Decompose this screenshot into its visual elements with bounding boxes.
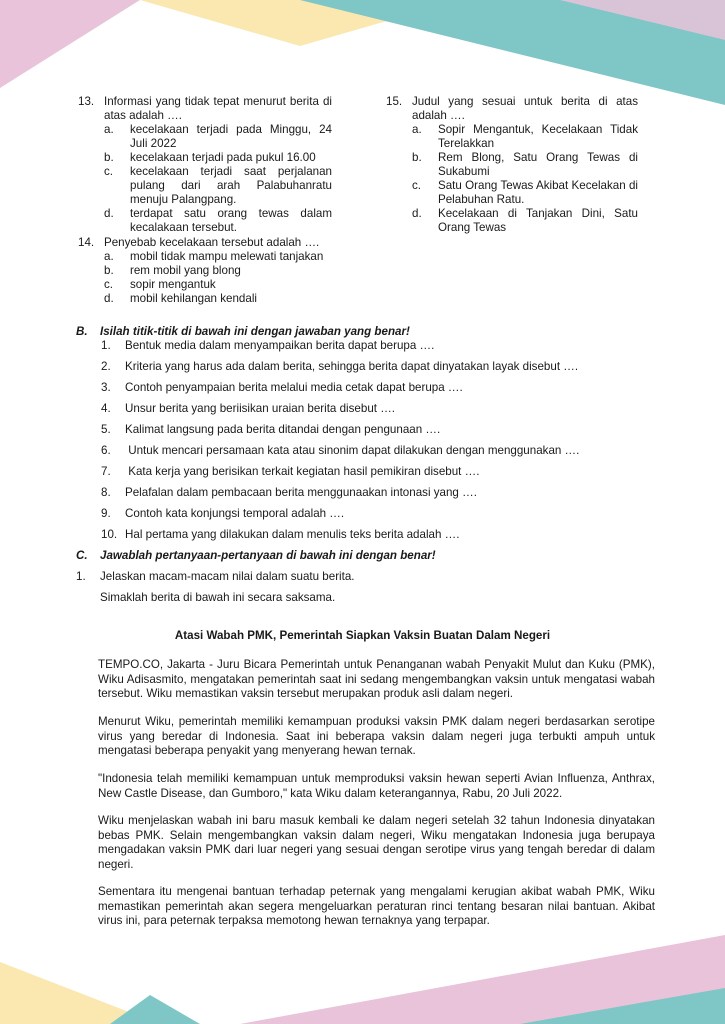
q14-option-b-letter: b. bbox=[104, 264, 114, 277]
news-paragraph-4: Wiku menjelaskan wabah ini baru masuk kembali ke dalam negeri setelah 32 tahun Indonesia dinyatakan bebas PMK. Selain mengembangkan vaksin dalam negeri, Wiku mengatakan Indonesia juga berupaya mengadakan vaksin PMK dari luar negeri yang sesuai dengan serotipe virus yang tengah beredar di dalam negeri. bbox=[98, 814, 655, 871]
fill-item: 8. Pelafalan dalam pembacaan berita menggunaakan intonasi yang …. bbox=[101, 486, 477, 499]
q13-option-b-letter: b. bbox=[104, 151, 114, 164]
q15-option-d: Kecelakaan di Tanjakan Dini, Satu Orang Tewas bbox=[438, 207, 638, 234]
fill-item: 10. Hal pertama yang dilakukan dalam menulis teks berita adalah …. bbox=[101, 528, 460, 541]
news-paragraph-3: "Indonesia telah memiliki kemampuan untuk memproduksi vaksin hewan seperti Avian Influenza, Anthrax, New Castle Disease, dan Gumboro," kata Wiku dalam keterangannya, Rabu, 20 Juli 2022. bbox=[98, 772, 655, 800]
section-c-title: Jawablah pertanyaan-pertanyaan di bawah ini dengan benar! bbox=[100, 549, 436, 562]
news-paragraph-1: TEMPO.CO, Jakarta - Juru Bicara Pemerintah untuk Penanganan wabah Penyakit Mulut dan Kuku (PMK), Wiku Adisasmito, mengatakan pemerintah saat ini sedang mengembangkan vaksin untuk mengatasi wabah tersebut. Wiku memastikan vaksin tersebut merupakan produk asli dalam negeri. bbox=[98, 658, 655, 700]
q13-option-c-letter: c. bbox=[104, 165, 114, 178]
q14-option-a-letter: a. bbox=[104, 250, 114, 263]
q14-option-d: mobil kehilangan kendali bbox=[130, 292, 257, 305]
q15-option-c-letter: c. bbox=[412, 179, 422, 192]
q13-number: 13. bbox=[78, 95, 95, 108]
q13-option-a: kecelakaan terjadi pada Minggu, 24 Juli 2022 bbox=[130, 123, 332, 150]
q14-option-c-letter: c. bbox=[104, 278, 114, 291]
listening-instruction: Simaklah berita di bawah ini secara saksama. bbox=[100, 591, 336, 604]
q15-option-b-letter: b. bbox=[412, 151, 422, 164]
q14-option-b: rem mobil yang blong bbox=[130, 264, 241, 277]
q15-option-a: Sopir Mengantuk, Kecelakaan Tidak Terelakkan bbox=[438, 123, 638, 150]
q14-number: 14. bbox=[78, 236, 95, 249]
q14-option-d-letter: d. bbox=[104, 292, 114, 305]
news-paragraph-2: Menurut Wiku, pemerintah memiliki kemampuan produksi vaksin PMK dalam negeri berdasarkan serotipe virus yang beredar di Indonesia. Saat ini beberapa vaksin dalam negeri juga terbukti ampuh untuk mengatasi beberapa penyakit yang menyerang hewan ternak. bbox=[98, 715, 655, 757]
q15-option-d-letter: d. bbox=[412, 207, 422, 220]
bottom-left-teal-shape bbox=[110, 995, 200, 1024]
q13-option-b: kecelakaan terjadi pada pukul 16.00 bbox=[130, 151, 316, 164]
q13-option-d: terdapat satu orang tewas dalam kecalakaan tersebut. bbox=[130, 207, 332, 234]
q13-stem: Informasi yang tidak tepat menurut berita di atas adalah …. bbox=[104, 95, 332, 122]
q15-option-b: Rem Blong, Satu Orang Tewas di Sukabumi bbox=[438, 151, 638, 178]
q14-option-a: mobil tidak mampu melewati tanjakan bbox=[130, 250, 324, 263]
fill-item: 5. Kalimat langsung pada berita ditandai dengan pengunaan …. bbox=[101, 423, 441, 436]
fill-item: 9. Contoh kata konjungsi temporal adalah …. bbox=[101, 507, 345, 520]
section-b-letter: B. bbox=[76, 325, 88, 338]
q13-option-a-letter: a. bbox=[104, 123, 114, 136]
news-title: Atasi Wabah PMK, Pemerintah Siapkan Vaksin Buatan Dalam Negeri bbox=[174, 629, 551, 642]
q15-option-a-letter: a. bbox=[412, 123, 422, 136]
q13-option-c: kecelakaan terjadi saat perjalanan pulang dari arah Palabuhanratu menuju Palangpang. bbox=[130, 165, 332, 206]
q14-stem: Penyebab kecelakaan tersebut adalah …. bbox=[104, 236, 320, 249]
top-left-pink-shape bbox=[0, 0, 140, 88]
q13-option-d-letter: d. bbox=[104, 207, 114, 220]
fill-item: 7. Kata kerja yang berisikan terkait kegiatan hasil pemikiran disebut …. bbox=[101, 465, 480, 478]
fill-item: 6. Untuk mencari persamaan kata atau sinonim dapat dilakukan dengan menggunakan …. bbox=[101, 444, 580, 457]
q15-number: 15. bbox=[386, 95, 403, 108]
q14-option-c: sopir mengantuk bbox=[130, 278, 216, 291]
section-b-title: Isilah titik-titik di bawah ini dengan jawaban yang benar! bbox=[100, 325, 410, 338]
news-paragraph-5: Sementara itu mengenai bantuan terhadap peternak yang mengalami kerugian akibat wabah PMK, Wiku memastikan pemerintah akan segera mengeluarkan peraturan rinci tentang besaran nilai bantuan. Akibat virus ini, para peternak terpaksa memotong hewan ternaknya yang terpapar. bbox=[98, 885, 655, 927]
section-c-q1-text: Jelaskan macam-macam nilai dalam suatu berita. bbox=[100, 570, 355, 583]
q15-option-c: Satu Orang Tewas Akibat Kecelakan di Pelabuhan Ratu. bbox=[438, 179, 638, 206]
section-c-letter: C. bbox=[76, 549, 88, 562]
fill-item: 1. Bentuk media dalam menyampaikan berita dapat berupa …. bbox=[101, 339, 435, 352]
fill-item: 2. Kriteria yang harus ada dalam berita, sehingga berita dapat dinyatakan layak disebut …. bbox=[101, 360, 579, 373]
section-c-q1-number: 1. bbox=[76, 570, 86, 583]
fill-item: 4. Unsur berita yang beriisikan uraian berita disebut …. bbox=[101, 402, 396, 415]
q15-stem: Judul yang sesuai untuk berita di atas adalah …. bbox=[412, 95, 638, 122]
fill-item: 3. Contoh penyampaian berita melalui media cetak dapat berupa …. bbox=[101, 381, 463, 394]
